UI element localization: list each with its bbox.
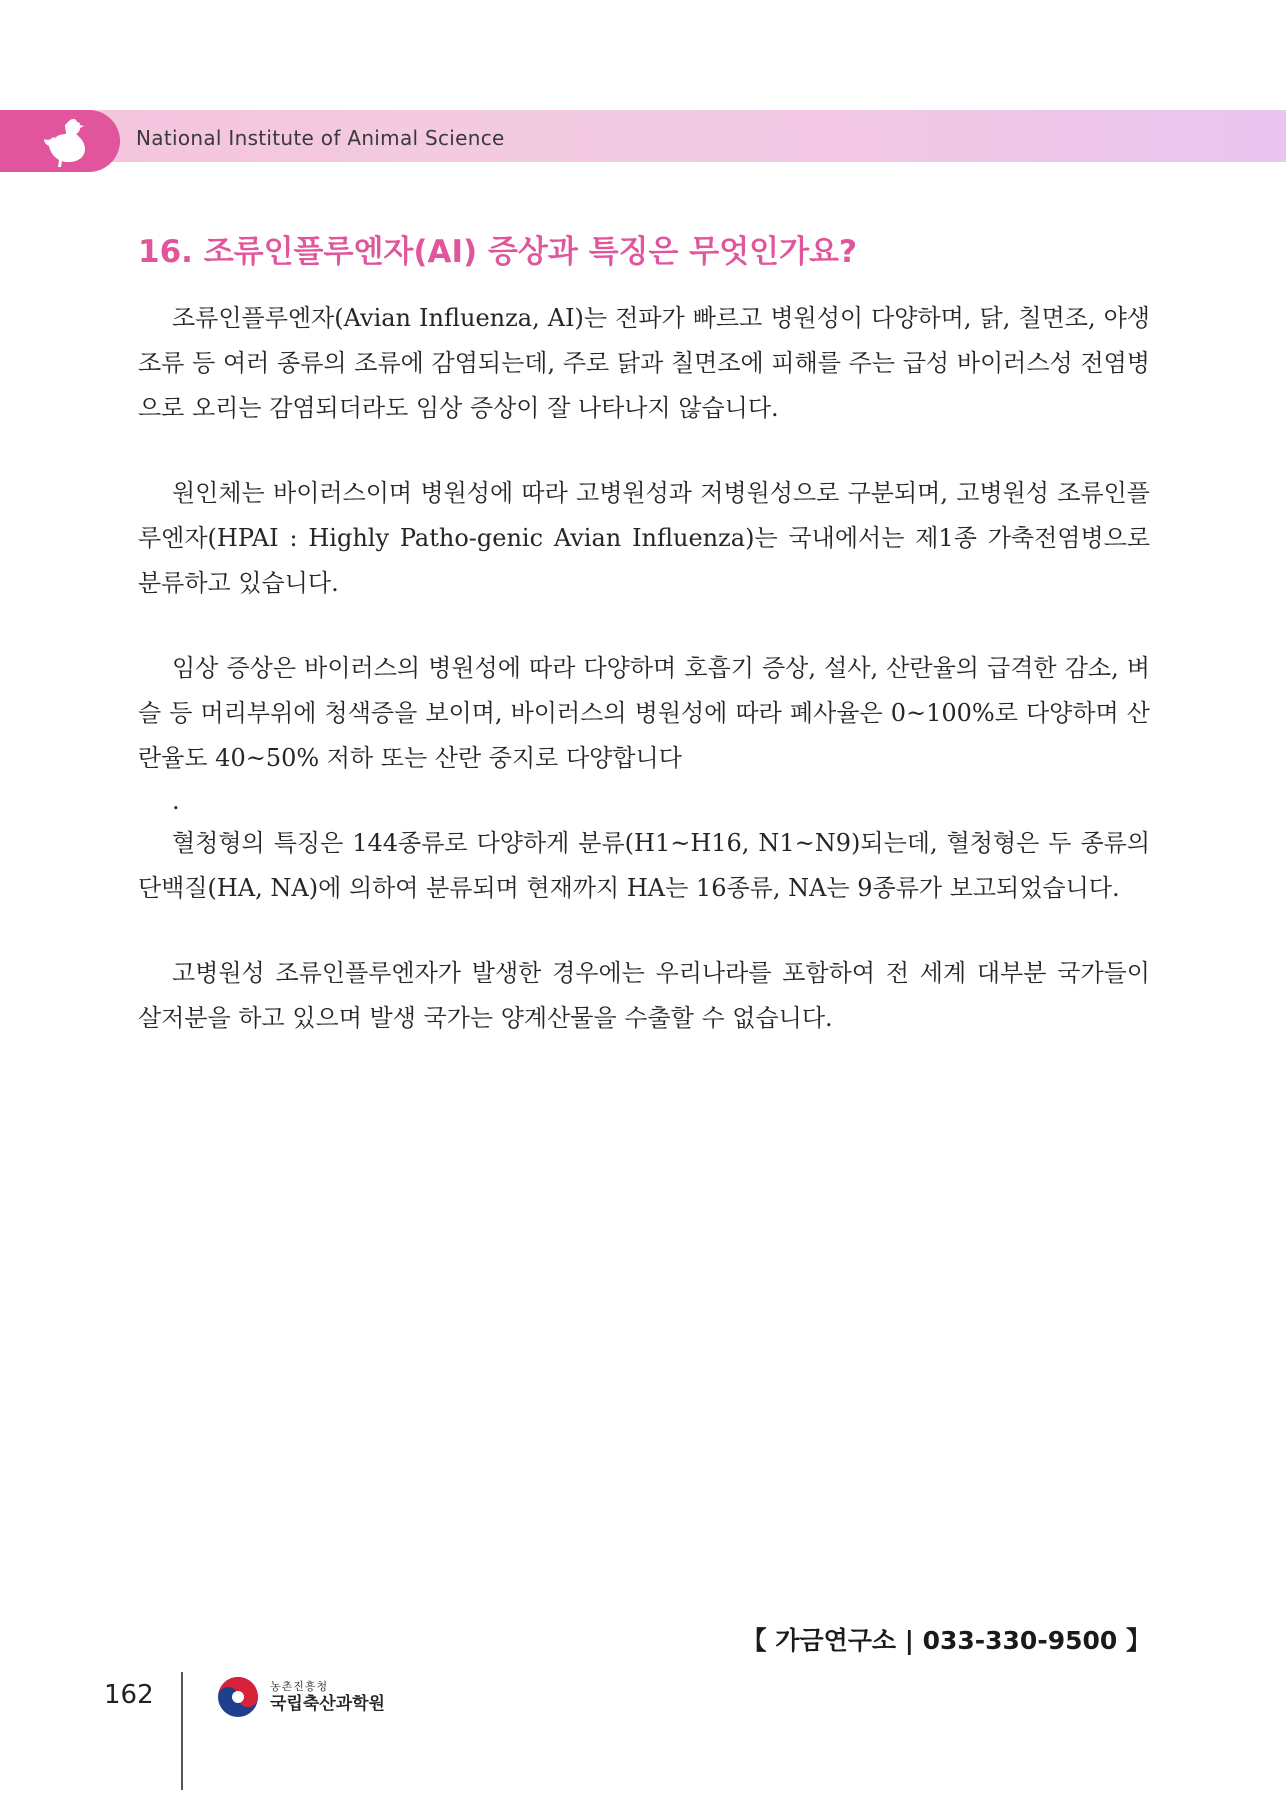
- chicken-icon: [38, 116, 96, 168]
- paragraph-cause: 원인체는 바이러스이며 병원성에 따라 고병원성과 저병원성으로 구분되며, 고병원성 조류인플루엔자(HPAI : Highly Patho-genic Avian Influenza)는 국내에서는 제1종 가축전염병으로 분류하고 있습니다.: [138, 479, 1150, 597]
- paragraph-definition: 조류인플루엔자(Avian Influenza, AI)는 전파가 빠르고 병원성이 다양하며, 닭, 칠면조, 야생조류 등 여러 종류의 조류에 감염되는데, 주로 닭과 칠면조에 피해를 주는 급성 바이러스성 전염병으로 오리는 감염되더라도 임상 증상이 잘 나타나지 않습니다.: [138, 304, 1150, 422]
- page-number: 162: [104, 1680, 154, 1710]
- paragraph-serotype: 혈청형의 특징은 144종류로 다양하게 분류(H1~H16, N1~N9)되는데, 혈청형은 두 종류의 단백질(HA, NA)에 의하여 분류되며 현재까지 HA는 16종류, NA는 9종류가 보고되었습니다.: [138, 829, 1150, 902]
- logo-line-institute: 국립축산과학원: [270, 1694, 385, 1714]
- contact-info: 【 가금연구소 | 033-330-9500 】: [741, 1626, 1151, 1655]
- stray-period: .: [172, 787, 180, 815]
- body-content: [138, 296, 1150, 1081]
- paragraph-response: 고병원성 조류인플루엔자가 발생한 경우에는 우리나라를 포함하여 전 세계 대부분 국가들이 살저분을 하고 있으며 발생 국가는 양계산물을 수출할 수 없습니다.: [138, 959, 1150, 1032]
- paragraph-symptoms: 임상 증상은 바이러스의 병원성에 따라 다양하며 호흡기 증상, 설사, 산란율의 급격한 감소, 벼슬 등 머리부위에 청색증을 보이며, 바이러스의 병원성에 따라 폐사율은 0~100%로 다양하며 산란율도 40~50% 저하 또는 산란 중지로 다양합니다: [138, 654, 1150, 772]
- logo-text: [270, 1680, 385, 1714]
- logo-line-agency: 농촌진흥청: [270, 1680, 329, 1693]
- footer-divider: [181, 1672, 183, 1790]
- question-title: 16. 조류인플루엔자(AI) 증상과 특징은 무엇인가요?: [138, 234, 857, 270]
- header-tab: [0, 110, 120, 172]
- header-title: National Institute of Animal Science: [136, 126, 505, 150]
- taegeuk-logo-icon: [216, 1675, 260, 1719]
